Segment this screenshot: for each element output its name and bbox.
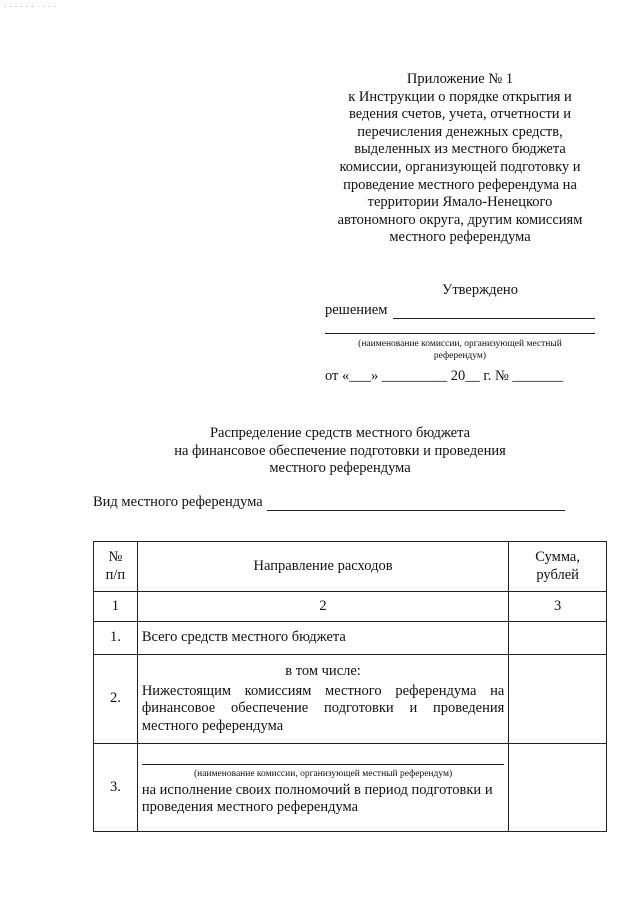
header-num: № п/п bbox=[94, 542, 138, 592]
table-row bbox=[94, 655, 607, 744]
row-text: Нижестоящим комиссиям местного референдума на финансовое обеспечение подготовки и проведения местного референдума bbox=[141, 682, 505, 734]
scan-corner-mark: - - - - - - · - - - bbox=[4, 4, 57, 10]
row-text: на исполнение своих полномочий в период подготовки и проведения местного референдума bbox=[141, 781, 493, 815]
title-line: местного референдума bbox=[269, 460, 411, 476]
row-direction bbox=[137, 744, 508, 832]
appendix-line: к Инструкции о порядке открытия и bbox=[348, 88, 572, 105]
commission-name-blank[interactable] bbox=[142, 764, 504, 765]
header-direction: Направление расходов bbox=[137, 542, 508, 592]
header-sum: Сумма, рублей bbox=[509, 542, 607, 592]
approval-block bbox=[325, 282, 595, 385]
appendix-line: выделенных из местного бюджета bbox=[354, 141, 566, 158]
commission-name-blank[interactable] bbox=[325, 333, 595, 334]
decision-row bbox=[325, 302, 595, 319]
appendix-line: территории Ямало-Ненецкого bbox=[367, 194, 553, 211]
row-sum[interactable] bbox=[509, 622, 607, 655]
appendix-line: ведения счетов, учета, отчетности и bbox=[349, 106, 571, 123]
row-sum[interactable] bbox=[509, 655, 607, 744]
column-number: 3 bbox=[509, 592, 607, 622]
row-subheading: в том числе: bbox=[285, 663, 361, 679]
approved-title: Утверждено bbox=[442, 282, 518, 298]
referendum-kind-blank[interactable] bbox=[267, 496, 565, 511]
approval-date-line: от «___» _________ 20__ г. № _______ bbox=[325, 368, 564, 384]
appendix-header bbox=[325, 71, 595, 247]
row-number: 2. bbox=[94, 655, 138, 744]
appendix-line: местного референдума bbox=[389, 229, 531, 246]
row-direction bbox=[137, 655, 508, 744]
appendix-line: проведение местного референдума на bbox=[343, 176, 577, 193]
row-number: 3. bbox=[94, 744, 138, 832]
column-number: 2 bbox=[137, 592, 508, 622]
row-sum[interactable] bbox=[509, 744, 607, 832]
appendix-line: перечисления денежных средств, bbox=[357, 123, 563, 140]
title-line: на финансовое обеспечение подготовки и проведения bbox=[174, 442, 506, 459]
row-text: Всего средств местного бюджета bbox=[141, 629, 346, 646]
appendix-line: Приложение № 1 bbox=[406, 71, 514, 87]
document-title bbox=[130, 425, 550, 478]
column-numbering-row bbox=[94, 592, 607, 622]
column-number: 1 bbox=[94, 592, 138, 622]
referendum-kind-row bbox=[93, 494, 565, 511]
row-direction bbox=[137, 622, 508, 655]
decision-blank[interactable] bbox=[393, 304, 595, 319]
appendix-line: комиссии, организующей подготовку и bbox=[339, 158, 581, 175]
row-number: 1. bbox=[94, 622, 138, 655]
title-line: Распределение средств местного бюджета bbox=[209, 425, 471, 441]
decision-label: решением bbox=[325, 302, 388, 318]
table-row bbox=[94, 744, 607, 832]
table-row bbox=[94, 622, 607, 655]
budget-table bbox=[93, 541, 607, 832]
appendix-line: автономного округа, другим комиссиям bbox=[337, 211, 583, 228]
table-header-row bbox=[94, 542, 607, 592]
row-caption: (наименование комиссии, организующей местный референдум) bbox=[193, 768, 453, 779]
commission-caption: (наименование комиссии, организующей местный референдум) bbox=[358, 339, 562, 361]
referendum-kind-label: Вид местного референдума bbox=[93, 494, 263, 510]
